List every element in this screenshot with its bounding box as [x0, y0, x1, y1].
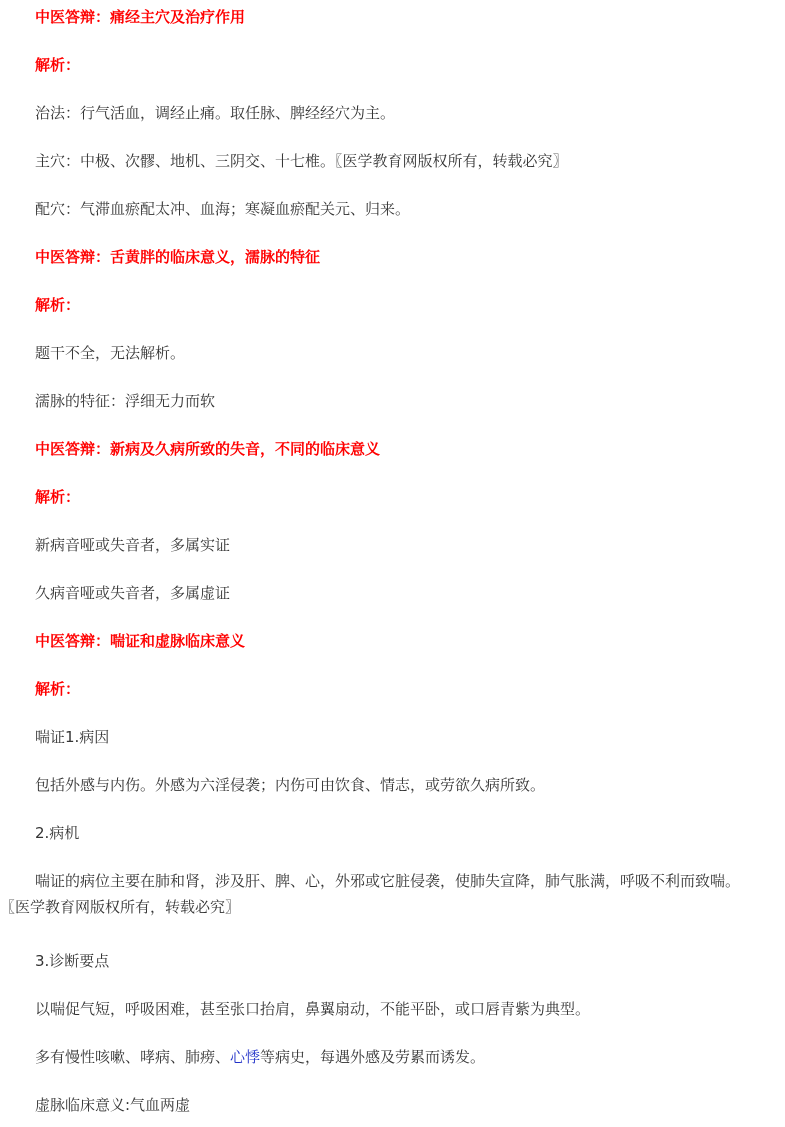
paragraph: 新病音哑或失音者，多属实证: [35, 536, 231, 554]
paragraph-text: 多有慢性咳嗽、哮病、肺痨、: [35, 1048, 231, 1066]
paragraph: 2.病机: [35, 824, 80, 842]
analysis-label: 解析：: [35, 296, 81, 314]
analysis-label: 解析：: [35, 680, 81, 698]
paragraph: 以喘促气短，呼吸困难，甚至张口抬肩，鼻翼扇动，不能平卧，或口唇青紫为典型。: [35, 1000, 591, 1018]
section-heading-aphonia: 中医答辩：新病及久病所致的失音，不同的临床意义: [35, 440, 381, 458]
section-heading-tongue-pulse: 中医答辩：舌黄胖的临床意义，濡脉的特征: [35, 248, 321, 266]
paragraph: 久病音哑或失音者，多属虚证: [35, 584, 231, 602]
paragraph: 配穴：气滞血瘀配太冲、血海；寒凝血瘀配关元、归来。: [35, 200, 411, 218]
paragraph-line: 喘证的病位主要在肺和肾，涉及肝、脾、心，外邪或它脏侵袭，使肺失宣降，肺气胀满，呼吸不利而致喘。: [35, 872, 741, 890]
paragraph: 题干不全，无法解析。: [35, 344, 186, 362]
copyright-notice: 〖医学教育网版权所有，转载必究〗: [0, 898, 241, 916]
paragraph: 濡脉的特征：浮细无力而软: [35, 392, 216, 410]
paragraph-with-link: [0, 1044, 785, 1070]
paragraph: 主穴：中极、次髎、地机、三阴交、十七椎。〖医学教育网版权所有，转载必究〗: [35, 152, 568, 170]
paragraph: 3.诊断要点: [35, 952, 110, 970]
paragraph: 包括外感与内伤。外感为六淫侵袭；内伤可由饮食、情志，或劳欲久病所致。: [35, 776, 546, 794]
palpitation-link[interactable]: 心悸: [230, 1048, 261, 1066]
paragraph-text: 等病史，每遇外感及劳累而诱发。: [260, 1048, 486, 1066]
section-heading-dysmenorrhea: 中医答辩：痛经主穴及治疗作用: [35, 8, 246, 26]
paragraph-wrapped: [0, 868, 785, 920]
paragraph: 虚脉临床意义:气血两虚: [35, 1096, 191, 1114]
paragraph: 喘证1.病因: [35, 728, 110, 746]
section-heading-asthma: 中医答辩：喘证和虚脉临床意义: [35, 632, 246, 650]
analysis-label: 解析：: [35, 488, 81, 506]
paragraph: 治法：行气活血，调经止痛。取任脉、脾经经穴为主。: [35, 104, 396, 122]
analysis-label: 解析：: [35, 56, 81, 74]
